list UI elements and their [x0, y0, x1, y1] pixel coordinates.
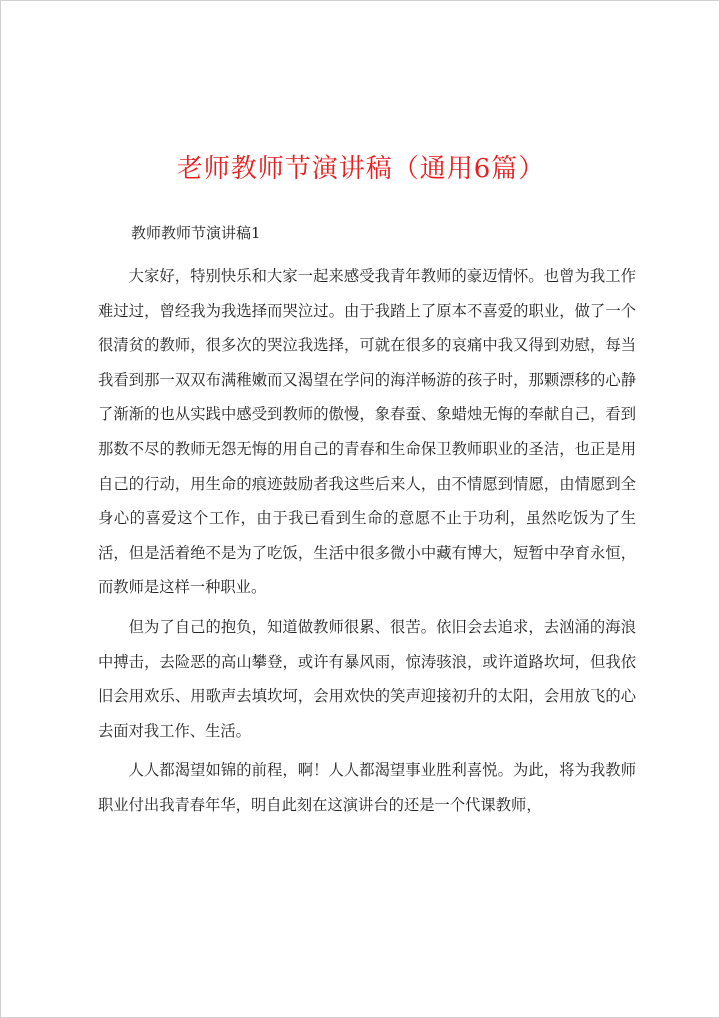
- paragraph-1: 大家好，特别快乐和大家一起来感受我青年教师的豪迈情怀。也曾为我工作难过过，曾经我为我选择而哭泣过。由于我踏上了原本不喜爱的职业，做了一个很清贫的教师，很多次的哭泣我选择，可就在很多的哀痛中我又得到劝慰，每当我看到那一双双布满稚嫩而又渴望在学问的海洋畅游的孩子时，那颗漂移的心静了渐渐的也从实践中感受到教师的傲慢，象春蚕、象蜡烛无悔的奉献自己，看到那数不尽的教师无怨无悔的用自己的青春和生命保卫教师职业的圣洁，也正是用自己的行动，用生命的痕迹鼓励者我这些后来人，由不情愿到情愿，由情愿到全身心的喜爱这个工作，由于我已看到生命的意愿不止于功利，虽然吃饭为了生活，但是活着绝不是为了吃饭，生活中很多微小中藏有博大，短暂中孕育永恒，而教师是这样一种职业。: [98, 267, 636, 597]
- document-body: [98, 259, 636, 828]
- paragraph-3: 人人都渴望如锦的前程，啊！人人都渴望事业胜利喜悦。为此，将为我教师职业付出我青春年华，明自此刻在这演讲台的还是一个代课教师，: [98, 761, 636, 814]
- paragraph-2: 但为了自己的抱负，知道做教师很累、很苦。依旧会去追求，去汹涌的海浪中搏击，去险恶的高山攀登，或许有暴风雨，惊涛骇浪，或许道路坎坷，但我依旧会用欢乐、用歌声去填坎坷，会用欢快的笑声迎接初升的太阳，会用放飞的心去面对我工作、生活。: [98, 617, 636, 740]
- section-heading: 教师教师节演讲稿1: [131, 224, 261, 242]
- document-title: 老师教师节演讲稿（通用6篇）: [176, 154, 546, 184]
